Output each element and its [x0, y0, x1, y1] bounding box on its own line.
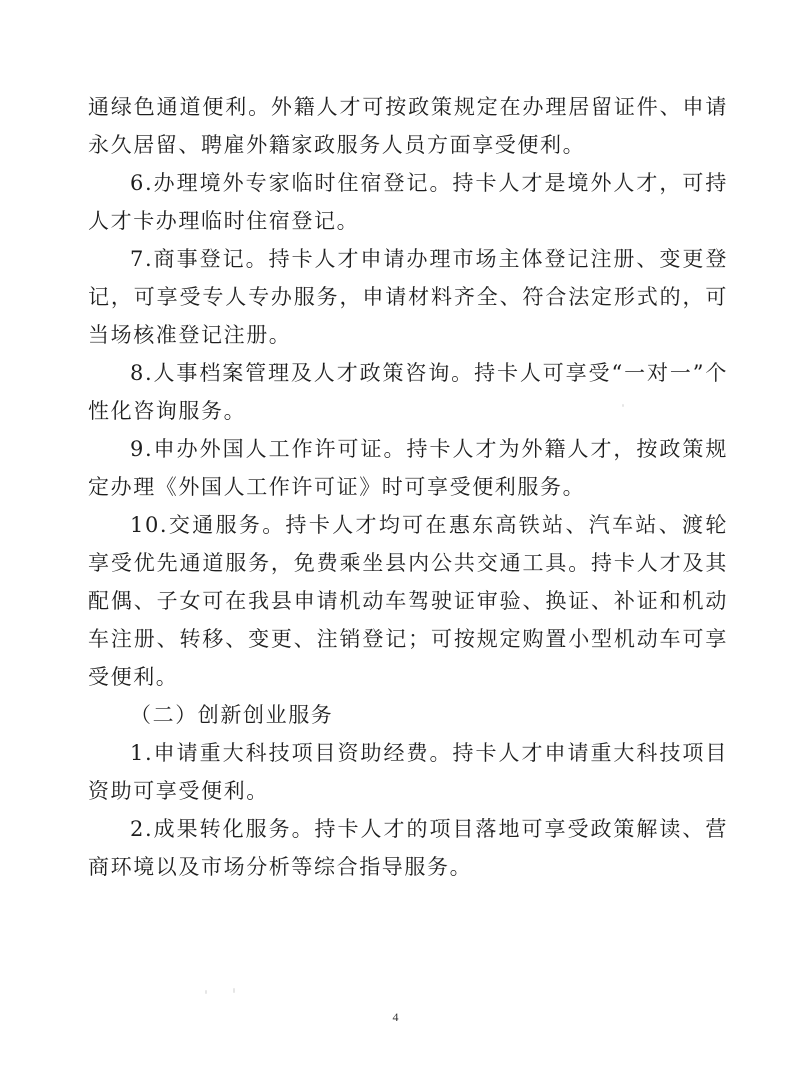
scan-speck	[233, 988, 235, 993]
section-heading: （二）创新创业服务	[130, 703, 334, 727]
paragraph-item-6: 6.办理境外专家临时住宿登记。持卡人才是境外人才，可持人才卡办理临时住宿登记。	[88, 171, 728, 233]
scan-speck	[205, 990, 207, 994]
paragraph-item-10: 10.交通服务。持卡人才均可在惠东高铁站、汽车站、渡轮享受优先通道服务，免费乘坐县内公共交通工具。持卡人才及其配偶、子女可在我县申请机动车驾驶证审验、换证、补证和机动车注册、转移、变更、注销登记；可按规定购置小型机动车可享受便利。	[88, 513, 728, 689]
paragraph-item-8: 8.人事档案管理及人才政策咨询。持卡人可享受“一对一”个性化咨询服务。	[88, 361, 728, 423]
section-paragraph-item-1: 1.申请重大科技项目资助经费。持卡人才申请重大科技项目资助可享受便利。	[88, 741, 728, 803]
document-body	[88, 88, 728, 886]
page-number: 4	[392, 1010, 399, 1024]
scan-speck	[622, 404, 624, 407]
section-paragraph-item-2: 2.成果转化服务。持卡人才的项目落地可享受政策解读、营商环境以及市场分析等综合指导服务。	[88, 817, 728, 879]
paragraph-item-7: 7.商事登记。持卡人才申请办理市场主体登记注册、变更登记，可享受专人专办服务，申请材料齐全、符合法定形式的，可当场核准登记注册。	[88, 247, 728, 347]
paragraph-item-9: 9.申办外国人工作许可证。持卡人才为外籍人才，按政策规定办理《外国人工作许可证》时可享受便利服务。	[88, 437, 728, 499]
paragraph-continuation: 通绿色通道便利。外籍人才可按政策规定在办理居留证件、申请永久居留、聘雇外籍家政服务人员方面享受便利。	[88, 95, 728, 157]
